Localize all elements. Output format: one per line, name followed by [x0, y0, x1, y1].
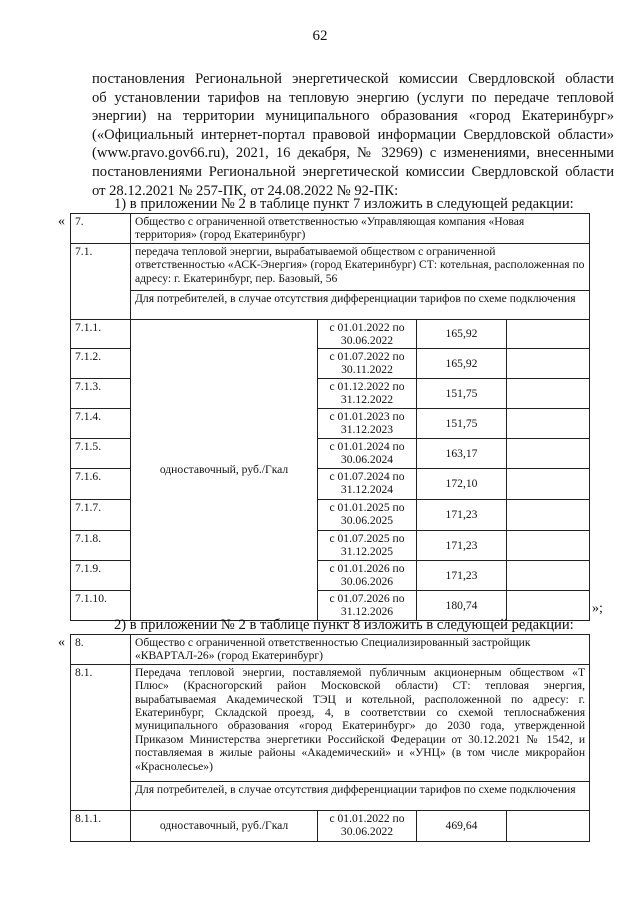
row-number: 8.1.1.: [71, 810, 131, 841]
tariff-value: 171,23: [417, 530, 507, 560]
period: с 01.01.2026 по 30.06.2026: [318, 560, 417, 590]
organization-name: Общество с ограниченной ответственностью «Управляющая компания «Новая территория» (город Екатеринбург): [131, 214, 590, 244]
tariff-type: одноставочный, руб./Гкал: [131, 319, 318, 620]
empty-cell: [507, 348, 590, 378]
intro-line: постановления Региональной энергетической комиссии Свердловской области: [92, 71, 614, 87]
period: с 01.07.2025 по 31.12.2025: [318, 530, 417, 560]
intro-line: («Официальный интернет-портал правовой информации Свердловской области»: [92, 126, 614, 143]
intro-paragraph: [92, 70, 614, 200]
tariff-value: 163,17: [417, 438, 507, 468]
table-row: [71, 319, 590, 348]
row-number: 7.1.10.: [71, 590, 131, 620]
page-number: 62: [312, 28, 328, 44]
tariff-value: 172,10: [417, 468, 507, 499]
period: с 01.01.2023 по 31.12.2023: [318, 408, 417, 438]
period: с 01.01.2022 по 30.06.2022: [318, 810, 417, 841]
section2-heading: 2) в приложении № 2 в таблице пункт 8 изложить в следующей редакции:: [114, 617, 574, 633]
intro-line: от 28.12.2021 № 257-ПК, от 24.08.2022 № 92-ПК:: [92, 182, 399, 199]
tariff-value: 469,64: [417, 810, 507, 841]
table-row: [71, 664, 590, 781]
empty-cell: [507, 468, 590, 499]
tariff-table-item-8: [70, 634, 590, 842]
empty-cell: [507, 378, 590, 408]
tariff-value: 171,23: [417, 560, 507, 590]
intro-line: об установлении тарифов на тепловую энергию (услуги по передаче тепловой: [92, 89, 614, 106]
row-number: 7.1.3.: [71, 378, 131, 408]
intro-line: постановлениями Региональной энергетической комиссии Свердловской области: [92, 163, 614, 180]
period: с 01.01.2024 по 30.06.2024: [318, 438, 417, 468]
empty-cell: [507, 810, 590, 841]
table-row: [71, 290, 590, 319]
empty-cell: [507, 438, 590, 468]
section1-heading: 1) в приложении № 2 в таблице пункт 7 изложить в следующей редакции:: [114, 196, 574, 212]
table-row: [71, 781, 590, 810]
consumers-note: Для потребителей, в случае отсутствия дифференциации тарифов по схеме подключения: [131, 781, 590, 810]
empty-cell: [507, 319, 590, 348]
empty-cell: [507, 408, 590, 438]
period: с 01.07.2022 по 30.11.2022: [318, 348, 417, 378]
row-number: 7.1.8.: [71, 530, 131, 560]
row-number: 7.1.7.: [71, 499, 131, 530]
consumers-note: Для потребителей, в случае отсутствия дифференциации тарифов по схеме подключения: [131, 290, 590, 319]
row-number: 7.1.1.: [71, 319, 131, 348]
empty-cell: [507, 499, 590, 530]
sub-item-number: 7.1.: [71, 243, 131, 319]
tariff-value: 171,23: [417, 499, 507, 530]
row-number: 7.1.6.: [71, 468, 131, 499]
empty-cell: [507, 560, 590, 590]
service-description: Передача тепловой энергии, поставляемой публичным акционерным обществом «Т Плюс» (Красногорский район Московской области) СТ: тепловая энергия, вырабатываемая Академической ТЭЦ и котельной, расположенной по адресу: г. Екатеринбург, Складской проезд, 4, в соответствии со схемой теплоснабжения муниципального образования «город Екатеринбург» до 2030 года, утвержденной Приказом Министерства энергетики Российской Федерации от 30.12.2021 № 1542, и поставляемая в жилые районы «Академический» и «УНЦ» (в том числе микрорайон «Краснолесье»): [131, 664, 590, 781]
intro-line: энергии) на территории муниципального образования «город Екатеринбург»: [92, 108, 614, 125]
section1-close-quote: »;: [592, 601, 603, 616]
tariff-type: одноставочный, руб./Гкал: [131, 810, 318, 841]
section1-open-quote: «: [58, 214, 65, 229]
period: с 01.01.2022 по 30.06.2022: [318, 319, 417, 348]
row-number: 7.1.2.: [71, 348, 131, 378]
intro-line: (www.pravo.gov66.ru), 2021, 16 декабря, № 32969) с изменениями, внесенными: [92, 145, 614, 162]
period: с 01.12.2022 по 31.12.2022: [318, 378, 417, 408]
tariff-value: 151,75: [417, 408, 507, 438]
item-number: 7.: [71, 214, 131, 244]
tariff-table-item-7: [70, 213, 590, 621]
table-row: [71, 635, 590, 665]
row-number: 7.1.9.: [71, 560, 131, 590]
empty-cell: [507, 590, 590, 620]
row-number: 7.1.5.: [71, 438, 131, 468]
tariff-value: 151,75: [417, 378, 507, 408]
period: с 01.07.2026 по 31.12.2026: [318, 590, 417, 620]
table-row: [71, 810, 590, 841]
tariff-value: 165,92: [417, 319, 507, 348]
period: с 01.07.2024 по 31.12.2024: [318, 468, 417, 499]
row-number: 7.1.4.: [71, 408, 131, 438]
period: с 01.01.2025 по 30.06.2025: [318, 499, 417, 530]
empty-cell: [507, 530, 590, 560]
table-row: [71, 214, 590, 244]
sub-item-number: 8.1.: [71, 664, 131, 810]
tariff-value: 165,92: [417, 348, 507, 378]
section2-open-quote: «: [58, 635, 65, 650]
tariff-value: 180,74: [417, 590, 507, 620]
table-row: [71, 243, 590, 290]
organization-name: Общество с ограниченной ответственностью Специализированный застройщик «КВАРТАЛ-26» (город Екатеринбург): [131, 635, 590, 665]
item-number: 8.: [71, 635, 131, 665]
service-description: передача тепловой энергии, вырабатываемой обществом с ограниченной ответственностью «АСК-Энергия» (город Екатеринбург) СТ: котельная, расположенная по адресу: г. Екатеринбург, пер. Базовый, 56: [131, 243, 590, 290]
